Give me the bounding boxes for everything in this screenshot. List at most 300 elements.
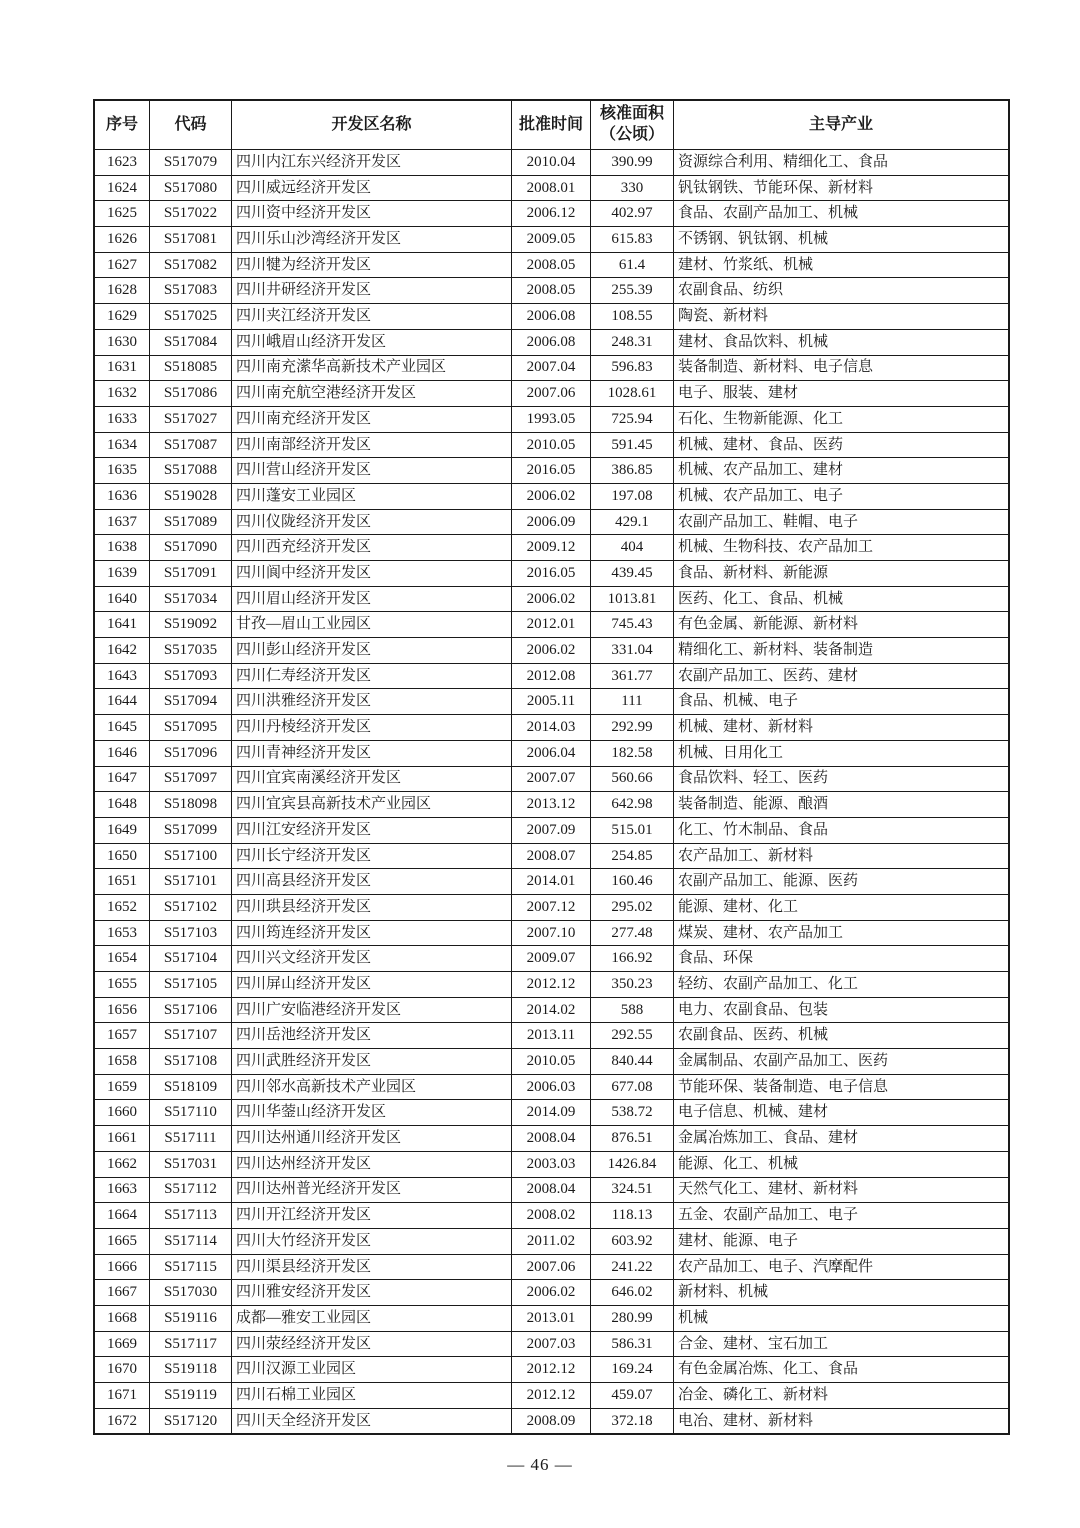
cell-code: S517117 [150,1331,232,1357]
cell-approval-date: 2009.05 [512,227,591,253]
cell-leading-industries: 天然气化工、建材、新材料 [674,1177,1010,1203]
table-row [94,1023,1009,1049]
cell-zone-name: 四川西充经济开发区 [232,535,512,561]
column-header-code: 代码 [150,100,232,150]
cell-approved-area: 295.02 [591,894,674,920]
cell-serial: 1663 [94,1177,150,1203]
cell-leading-industries: 农副食品、纺织 [674,278,1010,304]
cell-zone-name: 四川达州普光经济开发区 [232,1177,512,1203]
cell-leading-industries: 食品、农副产品加工、机械 [674,201,1010,227]
cell-zone-name: 四川达州通川经济开发区 [232,1126,512,1152]
column-header-approved-area: 核准面积（公顷） [591,100,674,150]
cell-serial: 1631 [94,355,150,381]
cell-leading-industries: 机械、建材、食品、医药 [674,432,1010,458]
cell-zone-name: 四川夹江经济开发区 [232,304,512,330]
cell-zone-name: 四川广安临港经济开发区 [232,997,512,1023]
cell-approval-date: 2007.06 [512,1254,591,1280]
cell-approval-date: 2010.05 [512,432,591,458]
cell-leading-industries: 机械、生物科技、农产品加工 [674,535,1010,561]
cell-leading-industries: 钒钛钢铁、节能环保、新材料 [674,175,1010,201]
cell-serial: 1669 [94,1331,150,1357]
cell-approved-area: 292.99 [591,715,674,741]
cell-code: S517086 [150,381,232,407]
cell-approved-area: 439.45 [591,561,674,587]
table-row [94,638,1009,664]
table-row [94,406,1009,432]
cell-leading-industries: 电力、农副食品、包装 [674,997,1010,1023]
cell-code: S517102 [150,894,232,920]
table-row [94,561,1009,587]
cell-zone-name: 成都—雅安工业园区 [232,1305,512,1331]
table-row [94,1126,1009,1152]
cell-zone-name: 四川天全经济开发区 [232,1408,512,1434]
cell-leading-industries: 能源、建材、化工 [674,894,1010,920]
cell-leading-industries: 农副产品加工、能源、医药 [674,869,1010,895]
cell-zone-name: 四川渠县经济开发区 [232,1254,512,1280]
cell-zone-name: 四川屏山经济开发区 [232,972,512,998]
cell-approved-area: 840.44 [591,1049,674,1075]
cell-serial: 1633 [94,406,150,432]
cell-leading-industries: 机械、农产品加工、电子 [674,483,1010,509]
cell-approval-date: 2012.12 [512,1357,591,1383]
cell-serial: 1670 [94,1357,150,1383]
cell-code: S517088 [150,458,232,484]
table-row [94,843,1009,869]
cell-approved-area: 1028.61 [591,381,674,407]
cell-approval-date: 2006.08 [512,304,591,330]
table-row [94,920,1009,946]
table-row [94,894,1009,920]
cell-leading-industries: 煤炭、建材、农产品加工 [674,920,1010,946]
cell-leading-industries: 电冶、建材、新材料 [674,1408,1010,1434]
column-header-zone-name: 开发区名称 [232,100,512,150]
cell-approved-area: 160.46 [591,869,674,895]
cell-leading-industries: 合金、建材、宝石加工 [674,1331,1010,1357]
cell-leading-industries: 电子信息、机械、建材 [674,1100,1010,1126]
cell-code: S517110 [150,1100,232,1126]
cell-leading-industries: 建材、能源、电子 [674,1228,1010,1254]
cell-approval-date: 2010.05 [512,1049,591,1075]
table-row [94,1408,1009,1434]
cell-approved-area: 182.58 [591,740,674,766]
cell-leading-industries: 农产品加工、电子、汽摩配件 [674,1254,1010,1280]
cell-zone-name: 四川内江东兴经济开发区 [232,150,512,176]
cell-code: S517107 [150,1023,232,1049]
cell-approved-area: 402.97 [591,201,674,227]
cell-code: S517087 [150,432,232,458]
cell-zone-name: 四川眉山经济开发区 [232,586,512,612]
cell-zone-name: 四川汉源工业园区 [232,1357,512,1383]
cell-code: S517112 [150,1177,232,1203]
cell-approved-area: 350.23 [591,972,674,998]
cell-code: S519118 [150,1357,232,1383]
table-row [94,458,1009,484]
cell-code: S519119 [150,1383,232,1409]
cell-leading-industries: 有色金属冶炼、化工、食品 [674,1357,1010,1383]
cell-serial: 1664 [94,1203,150,1229]
cell-serial: 1661 [94,1126,150,1152]
table-row [94,792,1009,818]
cell-approval-date: 2014.02 [512,997,591,1023]
cell-approval-date: 2007.04 [512,355,591,381]
table-row [94,1228,1009,1254]
cell-leading-industries: 能源、化工、机械 [674,1151,1010,1177]
table-row [94,1049,1009,1075]
cell-leading-industries: 农副产品加工、鞋帽、电子 [674,509,1010,535]
cell-approved-area: 429.1 [591,509,674,535]
cell-code: S517084 [150,329,232,355]
table-row [94,432,1009,458]
cell-zone-name: 四川青神经济开发区 [232,740,512,766]
cell-leading-industries: 节能环保、装备制造、电子信息 [674,1074,1010,1100]
cell-code: S517030 [150,1280,232,1306]
cell-code: S517022 [150,201,232,227]
cell-approved-area: 390.99 [591,150,674,176]
table-row [94,329,1009,355]
cell-code: S517025 [150,304,232,330]
cell-approval-date: 2006.12 [512,201,591,227]
cell-code: S517103 [150,920,232,946]
cell-approval-date: 2013.11 [512,1023,591,1049]
cell-leading-industries: 冶金、磷化工、新材料 [674,1383,1010,1409]
cell-approval-date: 2008.01 [512,175,591,201]
cell-code: S517090 [150,535,232,561]
cell-code: S517094 [150,689,232,715]
cell-approval-date: 2006.03 [512,1074,591,1100]
table-row [94,227,1009,253]
cell-code: S517027 [150,406,232,432]
cell-leading-industries: 轻纺、农副产品加工、化工 [674,972,1010,998]
cell-leading-industries: 精细化工、新材料、装备制造 [674,638,1010,664]
cell-zone-name: 四川江安经济开发区 [232,817,512,843]
table-row [94,278,1009,304]
cell-serial: 1626 [94,227,150,253]
cell-zone-name: 四川蓬安工业园区 [232,483,512,509]
cell-approved-area: 1426.84 [591,1151,674,1177]
cell-approved-area: 646.02 [591,1280,674,1306]
cell-leading-industries: 机械、建材、新材料 [674,715,1010,741]
cell-zone-name: 四川邻水高新技术产业园区 [232,1074,512,1100]
table-row [94,817,1009,843]
cell-serial: 1654 [94,946,150,972]
cell-zone-name: 四川井研经济开发区 [232,278,512,304]
cell-leading-industries: 金属制品、农副产品加工、医药 [674,1049,1010,1075]
cell-serial: 1651 [94,869,150,895]
cell-approved-area: 254.85 [591,843,674,869]
cell-approved-area: 515.01 [591,817,674,843]
cell-approval-date: 2011.02 [512,1228,591,1254]
cell-zone-name: 四川阆中经济开发区 [232,561,512,587]
cell-approved-area: 361.77 [591,663,674,689]
cell-approved-area: 277.48 [591,920,674,946]
cell-approval-date: 2013.12 [512,792,591,818]
cell-serial: 1635 [94,458,150,484]
cell-approval-date: 2012.12 [512,972,591,998]
cell-serial: 1671 [94,1383,150,1409]
cell-code: S517031 [150,1151,232,1177]
cell-serial: 1672 [94,1408,150,1434]
column-header-approval-date: 批准时间 [512,100,591,150]
table-row [94,1100,1009,1126]
cell-code: S518085 [150,355,232,381]
cell-serial: 1639 [94,561,150,587]
cell-leading-industries: 机械、农产品加工、建材 [674,458,1010,484]
cell-approved-area: 459.07 [591,1383,674,1409]
cell-zone-name: 四川洪雅经济开发区 [232,689,512,715]
cell-serial: 1641 [94,612,150,638]
table-row [94,252,1009,278]
cell-leading-industries: 有色金属、新能源、新材料 [674,612,1010,638]
cell-leading-industries: 机械 [674,1305,1010,1331]
table-row [94,663,1009,689]
cell-serial: 1667 [94,1280,150,1306]
table-row [94,1254,1009,1280]
cell-zone-name: 四川营山经济开发区 [232,458,512,484]
cell-approved-area: 596.83 [591,355,674,381]
cell-code: S517097 [150,766,232,792]
table-row [94,740,1009,766]
table-row [94,1331,1009,1357]
table-row [94,946,1009,972]
cell-code: S519028 [150,483,232,509]
cell-serial: 1636 [94,483,150,509]
cell-approval-date: 2007.03 [512,1331,591,1357]
cell-serial: 1660 [94,1100,150,1126]
cell-leading-industries: 食品饮料、轻工、医药 [674,766,1010,792]
cell-zone-name: 四川威远经济开发区 [232,175,512,201]
cell-serial: 1656 [94,997,150,1023]
table-row [94,535,1009,561]
development-zones-table [93,99,1010,1435]
cell-approved-area: 372.18 [591,1408,674,1434]
cell-leading-industries: 食品、环保 [674,946,1010,972]
cell-code: S517106 [150,997,232,1023]
cell-approval-date: 2008.05 [512,252,591,278]
cell-serial: 1645 [94,715,150,741]
cell-leading-industries: 石化、生物新能源、化工 [674,406,1010,432]
cell-serial: 1625 [94,201,150,227]
cell-code: S517080 [150,175,232,201]
table-row [94,1383,1009,1409]
table-row [94,1305,1009,1331]
cell-serial: 1665 [94,1228,150,1254]
cell-code: S519092 [150,612,232,638]
cell-code: S517079 [150,150,232,176]
cell-approval-date: 2012.12 [512,1383,591,1409]
cell-leading-industries: 新材料、机械 [674,1280,1010,1306]
cell-zone-name: 甘孜—眉山工业园区 [232,612,512,638]
cell-leading-industries: 农副产品加工、医药、建材 [674,663,1010,689]
cell-code: S517034 [150,586,232,612]
cell-zone-name: 四川犍为经济开发区 [232,252,512,278]
cell-approved-area: 61.4 [591,252,674,278]
table-row [94,766,1009,792]
cell-code: S519116 [150,1305,232,1331]
table-row [94,150,1009,176]
cell-zone-name: 四川开江经济开发区 [232,1203,512,1229]
cell-zone-name: 四川武胜经济开发区 [232,1049,512,1075]
cell-zone-name: 四川宜宾县高新技术产业园区 [232,792,512,818]
cell-approval-date: 2016.05 [512,561,591,587]
cell-serial: 1658 [94,1049,150,1075]
cell-code: S517108 [150,1049,232,1075]
cell-approval-date: 2007.10 [512,920,591,946]
cell-zone-name: 四川石棉工业园区 [232,1383,512,1409]
cell-approved-area: 197.08 [591,483,674,509]
cell-serial: 1634 [94,432,150,458]
table-row [94,1151,1009,1177]
cell-zone-name: 四川筠连经济开发区 [232,920,512,946]
cell-approval-date: 2008.09 [512,1408,591,1434]
table-row [94,1357,1009,1383]
cell-code: S517089 [150,509,232,535]
table-row [94,509,1009,535]
cell-zone-name: 四川南充经济开发区 [232,406,512,432]
cell-leading-industries: 食品、新材料、新能源 [674,561,1010,587]
cell-code: S517035 [150,638,232,664]
cell-approval-date: 2006.02 [512,483,591,509]
cell-serial: 1648 [94,792,150,818]
cell-approved-area: 324.51 [591,1177,674,1203]
cell-zone-name: 四川乐山沙湾经济开发区 [232,227,512,253]
cell-approval-date: 2006.09 [512,509,591,535]
cell-zone-name: 四川仁寿经济开发区 [232,663,512,689]
cell-code: S517099 [150,817,232,843]
cell-leading-industries: 医药、化工、食品、机械 [674,586,1010,612]
cell-code: S517091 [150,561,232,587]
cell-code: S517120 [150,1408,232,1434]
cell-approval-date: 2006.04 [512,740,591,766]
cell-leading-industries: 陶瓷、新材料 [674,304,1010,330]
cell-zone-name: 四川兴文经济开发区 [232,946,512,972]
table-body [94,150,1009,1435]
cell-approved-area: 642.98 [591,792,674,818]
cell-approved-area: 745.43 [591,612,674,638]
cell-approval-date: 2012.01 [512,612,591,638]
cell-serial: 1659 [94,1074,150,1100]
cell-approval-date: 2007.12 [512,894,591,920]
cell-approved-area: 108.55 [591,304,674,330]
cell-serial: 1642 [94,638,150,664]
cell-serial: 1627 [94,252,150,278]
cell-approved-area: 292.55 [591,1023,674,1049]
cell-code: S517081 [150,227,232,253]
cell-approved-area: 603.92 [591,1228,674,1254]
cell-serial: 1628 [94,278,150,304]
cell-approval-date: 2008.04 [512,1126,591,1152]
table-row [94,715,1009,741]
cell-zone-name: 四川珙县经济开发区 [232,894,512,920]
cell-serial: 1638 [94,535,150,561]
cell-code: S517104 [150,946,232,972]
cell-serial: 1632 [94,381,150,407]
cell-approved-area: 118.13 [591,1203,674,1229]
cell-approved-area: 166.92 [591,946,674,972]
cell-approval-date: 2007.07 [512,766,591,792]
cell-approved-area: 404 [591,535,674,561]
cell-leading-industries: 建材、食品饮料、机械 [674,329,1010,355]
cell-serial: 1649 [94,817,150,843]
cell-code: S517101 [150,869,232,895]
cell-serial: 1647 [94,766,150,792]
cell-approval-date: 2008.02 [512,1203,591,1229]
cell-leading-industries: 机械、日用化工 [674,740,1010,766]
table-row [94,1280,1009,1306]
cell-zone-name: 四川仪陇经济开发区 [232,509,512,535]
cell-approved-area: 331.04 [591,638,674,664]
cell-zone-name: 四川达州经济开发区 [232,1151,512,1177]
column-header-serial: 序号 [94,100,150,150]
table-row [94,1177,1009,1203]
cell-zone-name: 四川丹棱经济开发区 [232,715,512,741]
cell-approval-date: 2008.04 [512,1177,591,1203]
table-header-row [94,100,1009,150]
cell-serial: 1646 [94,740,150,766]
cell-leading-industries: 金属冶炼加工、食品、建材 [674,1126,1010,1152]
cell-zone-name: 四川宜宾南溪经济开发区 [232,766,512,792]
table-row [94,997,1009,1023]
table-row [94,586,1009,612]
cell-zone-name: 四川彭山经济开发区 [232,638,512,664]
cell-serial: 1637 [94,509,150,535]
cell-code: S517115 [150,1254,232,1280]
cell-serial: 1657 [94,1023,150,1049]
cell-code: S517100 [150,843,232,869]
cell-code: S517093 [150,663,232,689]
cell-approved-area: 1013.81 [591,586,674,612]
cell-approval-date: 2008.05 [512,278,591,304]
cell-approval-date: 2003.03 [512,1151,591,1177]
cell-approved-area: 386.85 [591,458,674,484]
page-number: — 46 — [507,1455,573,1474]
cell-code: S517105 [150,972,232,998]
cell-code: S517114 [150,1228,232,1254]
cell-zone-name: 四川荥经经济开发区 [232,1331,512,1357]
cell-serial: 1653 [94,920,150,946]
cell-leading-industries: 农产品加工、新材料 [674,843,1010,869]
table-row [94,869,1009,895]
table-row [94,381,1009,407]
cell-serial: 1652 [94,894,150,920]
cell-approved-area: 586.31 [591,1331,674,1357]
cell-approved-area: 111 [591,689,674,715]
table-row [94,612,1009,638]
cell-approval-date: 2012.08 [512,663,591,689]
cell-approved-area: 280.99 [591,1305,674,1331]
table-row [94,355,1009,381]
cell-approved-area: 615.83 [591,227,674,253]
cell-zone-name: 四川华蓥山经济开发区 [232,1100,512,1126]
cell-leading-industries: 装备制造、能源、酿酒 [674,792,1010,818]
cell-zone-name: 四川大竹经济开发区 [232,1228,512,1254]
cell-serial: 1650 [94,843,150,869]
cell-serial: 1643 [94,663,150,689]
cell-approved-area: 255.39 [591,278,674,304]
cell-approval-date: 2005.11 [512,689,591,715]
cell-approved-area: 591.45 [591,432,674,458]
cell-code: S517096 [150,740,232,766]
cell-zone-name: 四川南充航空港经济开发区 [232,381,512,407]
table-row [94,1074,1009,1100]
cell-zone-name: 四川南部经济开发区 [232,432,512,458]
cell-code: S518098 [150,792,232,818]
cell-code: S517113 [150,1203,232,1229]
cell-approved-area: 560.66 [591,766,674,792]
cell-leading-industries: 食品、机械、电子 [674,689,1010,715]
cell-approval-date: 2006.02 [512,1280,591,1306]
cell-approved-area: 538.72 [591,1100,674,1126]
cell-approval-date: 2009.07 [512,946,591,972]
